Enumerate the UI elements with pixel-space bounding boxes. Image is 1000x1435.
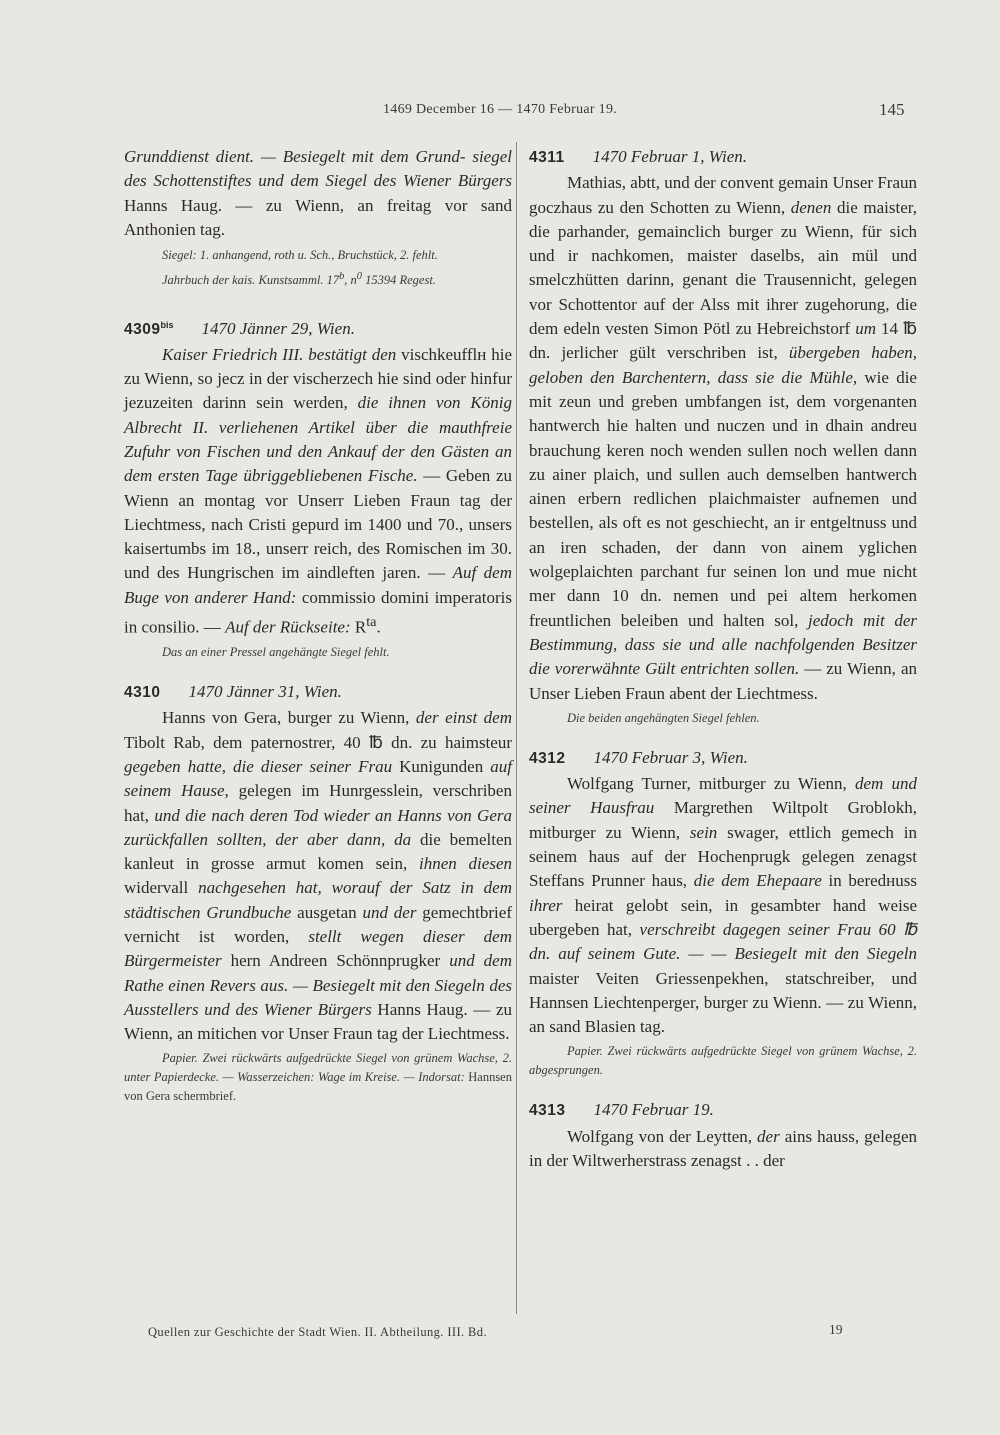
entry-4310-text: Hanns von Gera, burger zu Wienn, der einst dem Tibolt Rab, dem paternostrer, 40 ℔ dn. zu haimsteur gegeben hatte, die dieser seiner Frau Kunigunden auf seinem Hause, gelegen im Hunrgesslein, verschriben hat, und die nach deren Tod wieder an Hanns von Gera zurückfallen sollten, der aber dann, da die bemelten kanleut in grosse armut komen sein, ihnen diesen widervall nachgesehen hat, worauf der Satz in dem städtischen Grundbuche ausgetan und der gemechtbrief vernicht ist worden, stellt wegen dieser dem Bürgermeister hern Andreen Schönnprugker und dem Rathe einen Revers aus. — Besiegelt mit den Siegeln des Ausstellers und des Wiener Bürgers Hanns Haug. — zu Wienn, an mitichen vor Unser Fraun tag der Liechtmess.: [124, 708, 513, 1044]
entry-4310-heading: [124, 680, 512, 705]
entry-number: 4311: [529, 149, 565, 166]
running-head-title: 1469 December 16 — 1470 Februar 19.: [383, 102, 618, 117]
entry-4311-note: Die beiden angehängten Siegel fehlen.: [567, 710, 760, 725]
left-column: [124, 145, 512, 1106]
right-column: [529, 145, 917, 1173]
entry-4309-text: Kaiser Friedrich III. bestätigt den vischkeufflн hie zu Wienn, so jecz in der vischerzech hie sind oder hinfur jezuzeiten darinn sein werden, die ihnen von König Albrecht II. verliehenen Artikel über die mauthfreie Zufuhr von Fischen und den Ankauf der den Gästen an dem ersten Tage übriggebliebenen Fische. — Geben zu Wienn an montag vor Unserr Lieben Fraun tag der Liechtmess, nach Cristi gepurd im 1400 und 70., unsers kaisertumbs im 18., unserr reich, des Romischen im 30. und des Hungrischen im aindleften jaren. — Auf dem Buge von anderer Hand: commissio domini imperatoris in consilio. — Auf der Rückseite: $R^{ta}$.: [124, 344, 512, 637]
page-number: 145: [879, 100, 905, 119]
reference-note: Jahrbuch der kais. Kunstsamml. 17$^b$, $n^0$ 15394 Regest.: [162, 271, 436, 288]
entry-4311-text: Mathias, abtt, und der convent gemain Unser Fraun goczhaus zu den Schotten zu Wienn, denen die maister, die parhander, gemainclich burger zu Wienn, für sich und ir nachkomen, maister daselbs, ain mül und smelczhütten darinn, genant die Trausennicht, gelegen vor Schottentor auf der Alss mit ihrer zugehorung, die dem edeln vesten Simon Pötl zu Hebreichstorf um 14 ℔ dn. jerlicher gült verschriben ist, übergeben haben, geloben den Barchentern, dass sie die Mühle, wie die mit zeun und greben umbfangen ist, dem vorgenanten hantwerch hie halten und nuczen und in dhain andreu brauchung keren noch wenden sullen noch wellen dann zu ainer plaich, und sullen auch demselben hantwerch ainen erbern redlichen plaichmaister aufnemen und bestellen, als oft es not geschiecht, an ir entgeltnuss und an iren schaden, der dann von ainem yglichen wolgeplaichten parchant fur seinen lon und mue nicht mer dann 10 dn. nemen und pei altem herkomen freuntlichen beleiben und halten sol, jedoch mit der Bestimmung, dass sie und alle nachfolgenden Besitzer die vorerwähnte Gült entrichten sollen. — zu Wienn, an Unser Lieben Fraun abent der Liechtmess.: [529, 173, 918, 703]
entry-date: 1470 Februar 1, Wien.: [592, 147, 748, 166]
entry-4311-heading: [529, 145, 917, 170]
entry-date: 1470 Jänner 29, Wien.: [201, 318, 355, 338]
signature-mark: 19: [829, 1322, 843, 1337]
entry-date: 1470 Februar 3, Wien.: [593, 747, 748, 767]
entry-number: 4312: [529, 749, 566, 767]
entry-date: 1470 Februar 19.: [593, 1100, 714, 1120]
entry-4309-note: Das an einer Pressel angehängte Siegel fehlt.: [162, 645, 390, 660]
entry-4312-text: Wolfgang Turner, mitburger zu Wienn, dem und seiner Hausfrau Margrethen Wiltpolt Groblokh, mitburger zu Wienn, sein swager, ettlich gemech in seinem haus auf der Hochenprugk gelegen zenagst Steffans Prunner haus, die dem Ehepaare in beredнuss ihrer heirat gelobt sein, in gesambter hand weise ubergeben hat, verschreibt dagegen seiner Frau 60 ℔ dn. auf seinem Gute. — — Besiegelt mit den Siegeln maister Veiten Griessenpekhen, statschreiber, und Hannsen Liechtenperger, burger zu Wienn. — zu Wienn, an sand Blasien tag.: [529, 774, 918, 1037]
entry-4313-heading: [529, 1098, 917, 1123]
entry-date: 1470 Jänner 31, Wien.: [188, 682, 342, 702]
entry-number: $4309^{bis}$: [124, 319, 174, 338]
entry-4312-note: Papier. Zwei rückwärts aufgedrückte Siegel von grünem Wachse, 2. abgesprungen.: [529, 1044, 917, 1078]
column-divider: [516, 142, 517, 1314]
entry-number: 4310: [124, 684, 161, 702]
footer-series-title: Quellen zur Geschichte der Stadt Wien. II. Abtheilung. III. Bd.: [148, 1325, 487, 1339]
entry-4313-text: Wolfgang von der Leytten, der ains hauss, gelegen in der Wiltwerherstrass zenagst . . der: [529, 1126, 917, 1170]
running-head: [0, 102, 1000, 126]
continuation-paragraph: Grunddienst dient. — Besiegelt mit dem Grund- siegel des Schottenstiftes und dem Siegel des Wiener Bürgers Hanns Haug. — zu Wienn, an freitag vor sand Anthonien tag.: [124, 147, 512, 239]
entry-4312-heading: [529, 746, 917, 771]
entry-4310-note: Papier. Zwei rückwärts aufgedrückte Siegel von grünem Wachse, 2. unter Papierdecke. — Wasserzeichen: Wage im Kreise. — Indorsat: Hannsen von Gera schermbrief.: [124, 1051, 512, 1104]
entry-number: 4313: [529, 1102, 566, 1120]
entry-4309-heading: [124, 312, 512, 341]
seal-note: Siegel: 1. anhangend, roth u. Sch., Bruchstück, 2. fehlt.: [162, 248, 438, 263]
